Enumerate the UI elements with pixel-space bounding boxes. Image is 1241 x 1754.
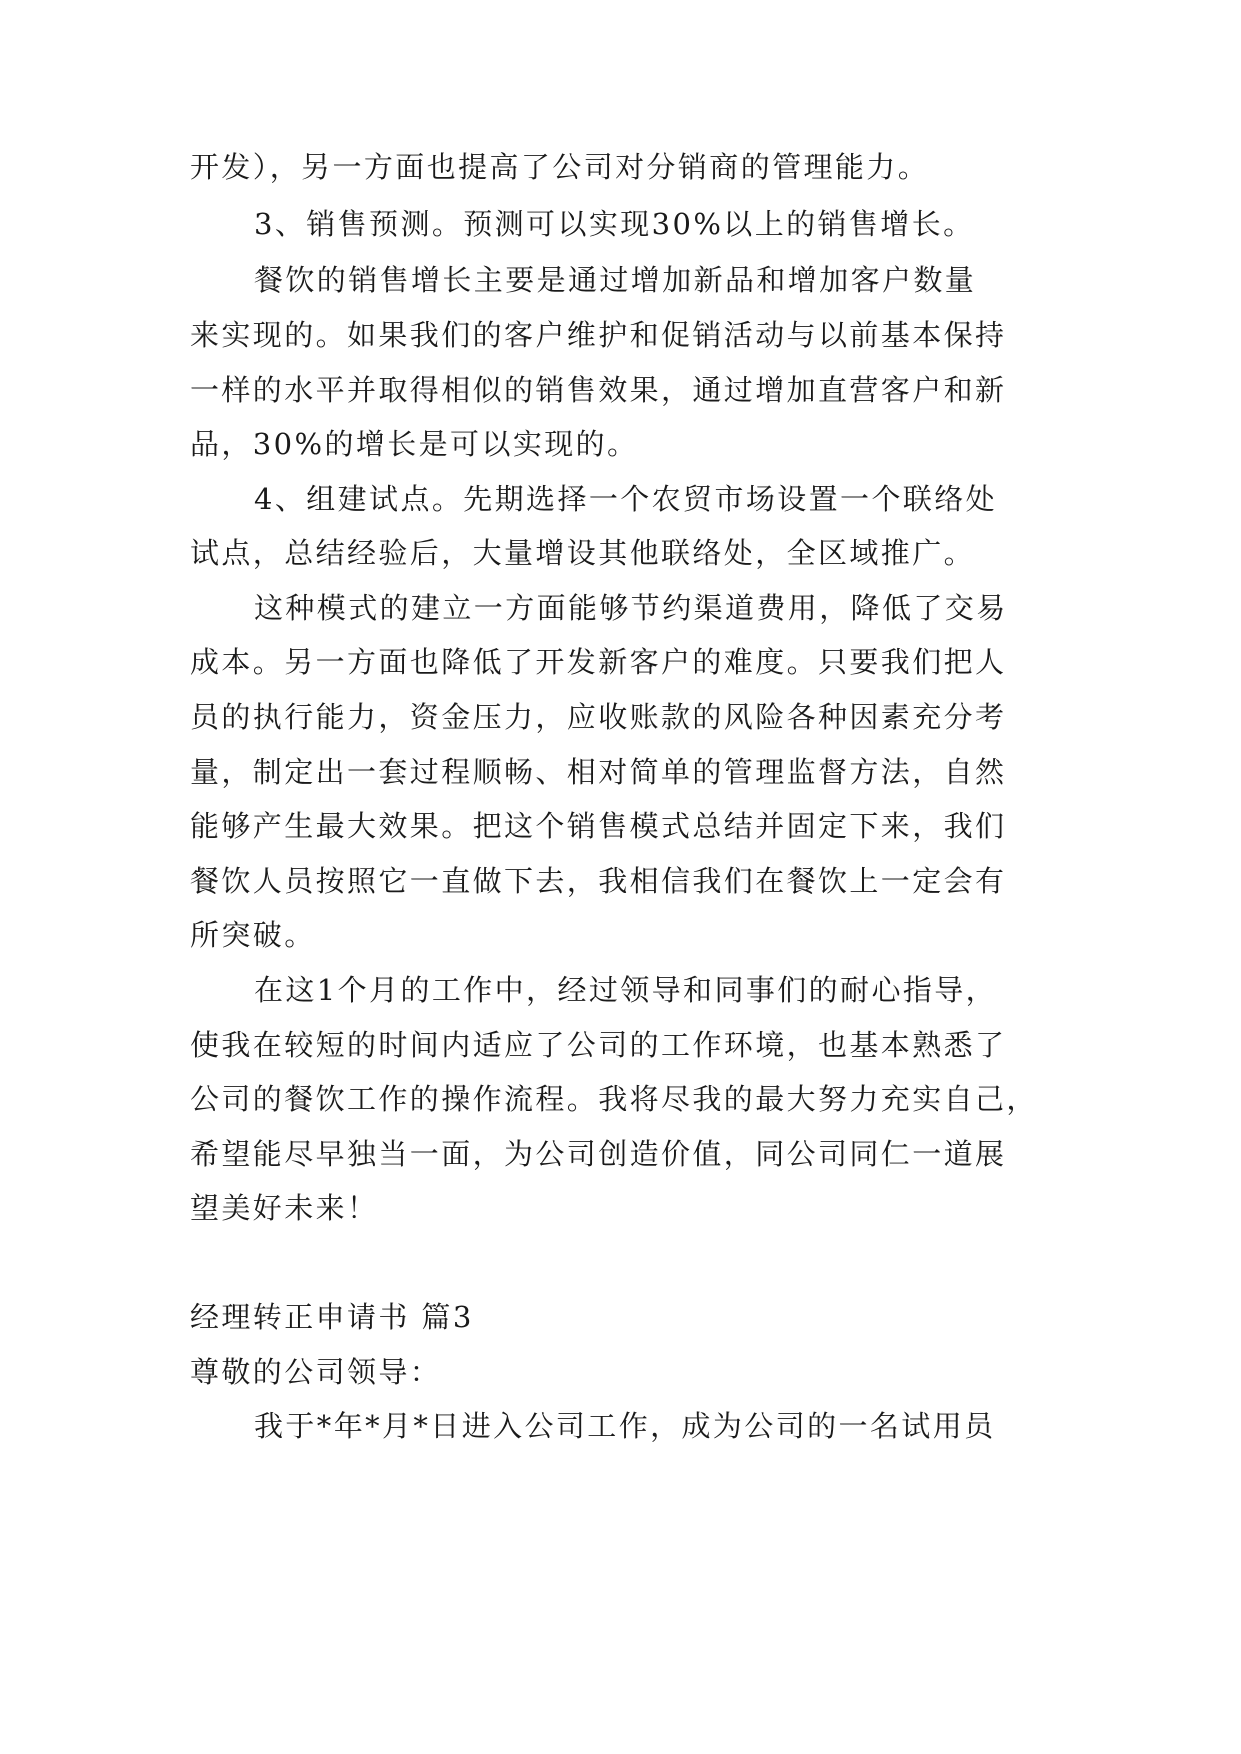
- body-text-line: 所突破。: [190, 918, 316, 952]
- list-item-sales-forecast: 3、销售预测。预测可以实现30%以上的销售增长。: [254, 207, 975, 241]
- body-text-line: 成本。另一方面也降低了开发新客户的难度。只要我们把人: [190, 645, 1007, 679]
- body-text-line: 量，制定出一套过程顺畅、相对简单的管理监督方法，自然: [190, 755, 1007, 789]
- section-heading: 经理转正申请书 篇3: [190, 1300, 474, 1334]
- body-text-line: 试点，总结经验后，大量增设其他联络处，全区域推广。: [190, 536, 976, 570]
- paragraph-start: 餐饮的销售增长主要是通过增加新品和增加客户数量: [254, 263, 977, 297]
- salutation: 尊敬的公司领导：: [190, 1355, 442, 1389]
- body-text-line: 开发），另一方面也提高了公司对分销商的管理能力。: [190, 150, 930, 184]
- paragraph-start: 我于*年*月*日进入公司工作，成为公司的一名试用员: [254, 1409, 996, 1443]
- body-text-line: 公司的餐饮工作的操作流程。我将尽我的最大努力充实自己，: [190, 1082, 1038, 1116]
- body-text-line: 能够产生最大效果。把这个销售模式总结并固定下来，我们: [190, 809, 1007, 843]
- body-text-line: 希望能尽早独当一面，为公司创造价值，同公司同仁一道展: [190, 1137, 1007, 1171]
- body-text-line: 来实现的。如果我们的客户维护和促销活动与以前基本保持: [190, 318, 1007, 352]
- list-item-pilot: 4、组建试点。先期选择一个农贸市场设置一个联络处: [254, 482, 998, 516]
- body-text-line: 员的执行能力，资金压力，应收账款的风险各种因素充分考: [190, 700, 1007, 734]
- body-text-line: 一样的水平并取得相似的销售效果，通过增加直营客户和新: [190, 373, 1007, 407]
- paragraph-start: 这种模式的建立一方面能够节约渠道费用，降低了交易: [254, 591, 1008, 625]
- body-text-line: 品，30%的增长是可以实现的。: [190, 427, 639, 461]
- paragraph-start: 在这1个月的工作中，经过领导和同事们的耐心指导，: [254, 973, 998, 1007]
- body-text-line: 餐饮人员按照它一直做下去，我相信我们在餐饮上一定会有: [190, 864, 1007, 898]
- body-text-line: 使我在较短的时间内适应了公司的工作环境，也基本熟悉了: [190, 1028, 1007, 1062]
- body-text-line: 望美好未来！: [190, 1191, 379, 1225]
